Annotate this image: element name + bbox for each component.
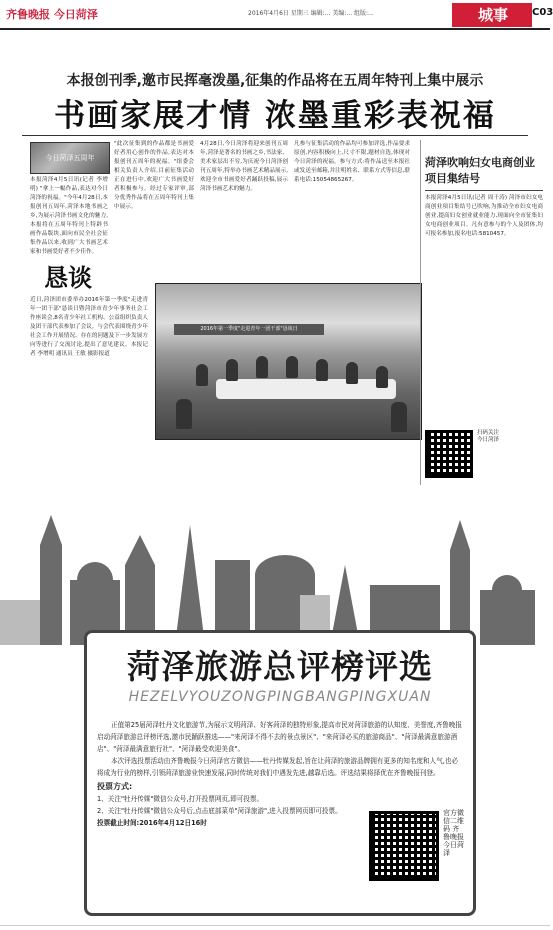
sidebar bbox=[425, 155, 543, 478]
photo-banner: 2016年第一季度"走进青年一团干部"恳谈日 bbox=[174, 324, 324, 335]
person bbox=[286, 356, 298, 378]
article-column-4: 凡参与征集活动的作品均可参加评选,作品要求原创,内容积极向上,尺寸不限,题材自选,体现对今日菏泽的祝福。参与方式:将作品送至本报社或发送至邮箱,并注明姓名、联系方式等信息,联系电话:15054865267。 bbox=[294, 141, 410, 183]
person bbox=[226, 359, 238, 381]
meeting-photo bbox=[155, 283, 422, 440]
article-column-1: 本报菏泽4月5日讯(记者 李增明) "拿上一幅作品,表达对今日菏泽的祝福。"今年4月28日,本报创刊五周年,菏泽本地书画之乡,为展示菏泽书画文化的魅力,本报将在五周年特刊上特辟书画作品版块,面向市民全社会征集作品以来,收到广大书画艺术家和书画爱好者不少佳作。 bbox=[30, 177, 108, 255]
ad-box bbox=[84, 630, 476, 916]
person bbox=[256, 356, 268, 378]
article-subtitle: 本报创刊季,邀市民挥毫泼墨,征集的作品将在五周年特刊上集中展示 bbox=[66, 73, 484, 89]
small-photo-label: 今日菏泽五周年 bbox=[45, 154, 95, 162]
footer-rule bbox=[0, 925, 550, 926]
interview-title: 恳谈 bbox=[44, 264, 92, 292]
person bbox=[316, 359, 328, 381]
ad-paragraph-1: 正值第25届菏泽牡丹文化旅游节,为展示文明菏泽、好客菏泽的独特形象,提高市民对菏泽旅游的认知度、美誉度,齐鲁晚报启动菏泽旅游总评榜评选,邀市民踊跃推选——"来菏泽不得不去的景点景区"、"来菏泽必买的旅游商品"、"菏泽最满意旅游酒店"、"菏泽最满意旅行社"、"菏泽最受欢迎美食"。 bbox=[97, 721, 462, 753]
column-divider bbox=[420, 140, 421, 485]
header-info: 2016年4月6日 星期三 编辑:... 美编:... 组版:... bbox=[248, 10, 374, 17]
interview-body: 近日,菏泽团市委举办2016年第一季度"走进青年一团干部"恳谈日暨菏泽市青少年事务社会工作座谈会,8名青少年社工机构、公益组织负责人及团干部代表参加了会议。与会代表围绕青少年社会工作开展情况、存在的问题及下一步发展方向等进行了交流讨论,提出了意见建议。本报记者 李增明 通讯员 王敏 摄影报道 bbox=[30, 297, 148, 357]
person bbox=[196, 364, 208, 386]
sidebar-title: 菏泽吹响妇女电商创业项目集结号 bbox=[425, 156, 535, 185]
small-photo bbox=[30, 142, 110, 174]
person bbox=[346, 362, 358, 384]
person bbox=[391, 402, 407, 432]
sidebar-body: 本报菏泽4月5日讯(记者 周千涛) 菏泽市妇女电商创业项目集结号已吹响,为推动全市妇女电商创业,提高妇女创业就业能力,现面向全市征集妇女电商创业项目。凡有意参与的个人及团体,均可报名参加,报名电话:5810457。 bbox=[425, 195, 543, 237]
qr-code[interactable] bbox=[425, 430, 473, 478]
meeting-table bbox=[216, 379, 396, 399]
newspaper-brand: 齐鲁晚报 今日菏泽 bbox=[6, 8, 98, 21]
vote-method-title: 投票方式: bbox=[97, 782, 133, 791]
ad-pinyin: HEZELVYOUZONGPINGBANGPINGXUAN bbox=[128, 689, 432, 705]
ad-title: 菏泽旅游总评榜评选 bbox=[127, 647, 433, 686]
section-name: 城事 bbox=[452, 3, 532, 27]
tourism-ad bbox=[0, 505, 550, 930]
qr-label: 扫码关注今日菏泽 bbox=[477, 430, 500, 443]
ad-qr-code[interactable] bbox=[369, 811, 439, 881]
article-column-3: 4月28日,今日菏泽将迎来创刊五周年,菏泽是著名的书画之乡,书法家、美术家层出不穷,为庆祝今日菏泽创刊五周年,特举办书画艺术精品展示,欢迎全市书画爱好者踊跃投稿,展示菏泽书画艺术的魅力。 bbox=[200, 141, 288, 192]
vote-method-2: 2、关注"牡丹传媒"微信公众号后,点击底部菜单"菏泽旅游",进入投票网页即可投票。 bbox=[97, 807, 342, 815]
ad-paragraph-2: 本次评选投票活动由齐鲁晚报今日菏泽官方微信——牡丹传媒发起,旨在让菏泽的旅游品牌拥有更多的知名度和人气,也必将成为行业的榜样,引领菏泽旅游业快速发展,同时传统对我们中遇发先进,越靠后选。评选结果将择优在齐鲁晚报刊登。 bbox=[97, 757, 459, 777]
vote-deadline: 投票截止时间:2016年4月12日16时 bbox=[97, 819, 207, 827]
ad-qr-label: 官方微信二维码 齐鲁晚报今日菏泽 bbox=[443, 809, 464, 857]
article-headline: 书画家展才情 浓墨重彩表祝福 bbox=[54, 98, 496, 134]
vote-method-1: 1、关注"牡丹传媒"微信公众号,打开投票网页,即可投票。 bbox=[97, 795, 264, 803]
article-column-2: "此次征集到的作品都是书画爱好者用心创作的作品,表达对本报创刊五周年的祝福。"组委会相关负责人介绍,目前征集活动正在进行中,欢迎广大书画爱好者积极参与。经过专家评审,部分优秀作品将在五周年特刊上集中展示。 bbox=[114, 141, 194, 210]
sidebar-rule bbox=[425, 190, 543, 191]
headline-rule bbox=[22, 135, 528, 136]
person bbox=[176, 399, 192, 429]
landmarks-skyline bbox=[0, 505, 550, 645]
header-divider bbox=[0, 28, 550, 30]
page-number: C03 bbox=[532, 7, 553, 18]
person bbox=[376, 366, 388, 388]
